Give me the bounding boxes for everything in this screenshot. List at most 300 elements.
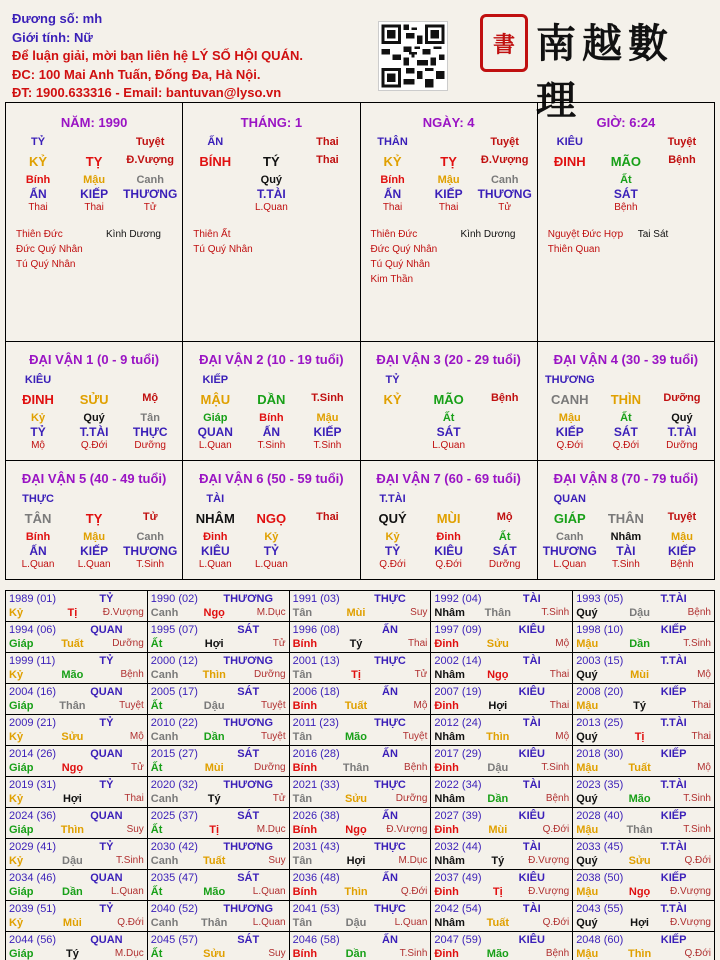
year-branch: Tị — [351, 669, 361, 681]
year-label: 1989 (01) — [9, 593, 57, 605]
year-state: T.Sinh — [683, 824, 711, 835]
pillar-cell — [537, 103, 714, 342]
year-bottom-row — [576, 699, 711, 713]
hidden-god: T.TÀI — [257, 187, 286, 201]
year-state: M.Dục — [256, 607, 286, 618]
year-top-row — [293, 840, 428, 854]
god-label: Tuyệt — [667, 136, 697, 148]
year-cell — [289, 653, 431, 684]
year-label: 2045 (57) — [150, 934, 198, 946]
year-god: SÁT — [237, 872, 260, 884]
year-cell — [147, 684, 289, 715]
year-stem: Quý — [576, 793, 598, 805]
year-god: SÁT — [237, 624, 260, 636]
dai-van-title: ĐẠI VẬN 2 (10 - 19 tuổi) — [199, 352, 344, 367]
year-state: Thai — [124, 793, 144, 804]
year-bottom-row — [151, 637, 286, 651]
year-state: Đ.Vượng — [669, 886, 711, 897]
hidden-state: Dưỡng — [134, 440, 166, 451]
pillar-branch-row — [6, 154, 182, 170]
year-cell — [289, 622, 431, 653]
year-branch: Thìn — [486, 731, 510, 743]
year-label: 2033 (45) — [576, 841, 624, 853]
dai-van-state: Mộ — [496, 511, 513, 523]
year-state: Thai — [691, 731, 711, 742]
year-label: 2042 (54) — [434, 903, 482, 915]
year-cell — [431, 746, 573, 777]
year-bottom-row — [151, 699, 286, 713]
hidden-gods-row — [538, 544, 714, 558]
year-label: 1996 (08) — [292, 624, 340, 636]
year-branch: Tuất — [628, 762, 651, 774]
dai-van-branch-row — [538, 392, 714, 408]
dai-van-branch-row — [361, 511, 537, 527]
year-stem: Đinh — [434, 762, 459, 774]
spacer — [66, 493, 122, 507]
year-label: 2044 (56) — [9, 934, 57, 946]
dai-van-god: TÀI — [206, 493, 225, 505]
dai-van-title: ĐẠI VẬN 8 (70 - 79 tuổi) — [553, 471, 699, 486]
spacer — [598, 374, 654, 388]
hidden-god: T.TÀI — [79, 425, 109, 439]
dai-van-stem: GIÁP — [553, 511, 586, 526]
year-state: Mộ — [413, 700, 428, 711]
hidden-god: THƯƠNG — [123, 544, 178, 558]
year-stem: Bính — [292, 700, 318, 712]
year-state: T.Sinh — [683, 793, 711, 804]
year-stem: Nhâm — [434, 731, 465, 743]
year-top-row — [9, 871, 144, 885]
year-top-row — [9, 809, 144, 823]
year-branch: Thân — [59, 700, 86, 712]
year-cell — [289, 901, 431, 932]
star-name: Thiên Quan — [547, 244, 601, 255]
hidden-state: L.Quan — [198, 440, 232, 451]
star-name: Thiên Đức — [16, 229, 63, 240]
stem-branch: TÝ — [263, 154, 280, 169]
year-branch: Sửu — [486, 638, 509, 650]
year-state: Q.Đới — [684, 855, 711, 866]
hidden-god: KIẾP — [80, 544, 109, 558]
year-branch: Mão — [203, 886, 226, 898]
year-bottom-row — [151, 730, 286, 744]
year-top-row — [576, 592, 711, 606]
year-state: Đ.Vượng — [528, 855, 570, 866]
hidden-stem: Canh — [136, 531, 164, 543]
dai-van-god-row — [183, 493, 359, 507]
year-god: THƯƠNG — [223, 779, 274, 791]
hidden-god: KIẾP — [667, 544, 696, 558]
chart-grid — [5, 102, 715, 580]
hidden-gods-row — [538, 187, 714, 201]
year-label: 2025 (37) — [150, 810, 198, 822]
year-state: Dưỡng — [112, 638, 144, 649]
hidden-stem — [187, 174, 243, 187]
year-label: 2013 (25) — [576, 717, 624, 729]
year-state: Mộ — [697, 762, 711, 773]
year-label: 2040 (52) — [150, 903, 198, 915]
year-bottom-row — [293, 792, 428, 806]
year-stem: Đinh — [434, 638, 459, 650]
year-state: T.Sinh — [683, 638, 711, 649]
year-state: Đ.Vượng — [386, 824, 428, 835]
dai-van-state: Tử — [142, 511, 158, 523]
spacer — [243, 374, 299, 388]
year-state: Tử — [414, 669, 428, 680]
year-cell — [573, 870, 715, 901]
hidden-stem: Ất — [620, 174, 632, 186]
pillar-branch-row — [361, 154, 537, 170]
year-top-row — [9, 592, 144, 606]
year-label: 2016 (28) — [292, 748, 340, 760]
year-branch: Thân — [201, 917, 228, 929]
spacer — [654, 493, 710, 507]
stem-branch: TỴ — [85, 154, 103, 169]
hidden-god: THƯƠNG — [477, 187, 532, 201]
year-cell — [147, 653, 289, 684]
year-branch: Tý — [633, 700, 647, 712]
hidden-gods-row — [361, 544, 537, 558]
hidden-god: KIÊU — [434, 544, 463, 558]
hidden-stems-row — [538, 412, 714, 425]
hidden-stem: Mậu — [83, 531, 106, 543]
year-state: M.Dục — [256, 824, 286, 835]
year-god: TỶ — [99, 593, 114, 605]
year-bottom-row — [293, 699, 428, 713]
year-label: 2010 (22) — [150, 717, 198, 729]
dai-van-stem: MẬU — [200, 392, 231, 407]
hidden-stem: Bính — [25, 531, 51, 543]
year-label: 2037 (49) — [434, 872, 482, 884]
year-bottom-row — [434, 823, 569, 837]
year-stem: Quý — [576, 669, 598, 681]
year-god: TỶ — [99, 717, 114, 729]
star-name: Tú Quý Nhân — [193, 244, 253, 255]
year-bottom-row — [576, 637, 711, 651]
spacer — [654, 374, 710, 388]
hidden-state — [299, 558, 355, 572]
year-stem: Canh — [150, 607, 179, 619]
dai-van-cell — [537, 461, 714, 580]
year-branch: Sửu — [203, 948, 226, 960]
star-name: Kim Thần — [370, 274, 414, 285]
hidden-stem: Kỷ — [31, 412, 46, 424]
year-label: 2047 (59) — [434, 934, 482, 946]
year-bottom-row — [576, 854, 711, 868]
year-stem: Canh — [150, 669, 179, 681]
hidden-state — [365, 439, 421, 453]
year-bottom-row — [151, 947, 286, 960]
hidden-states-row — [538, 558, 714, 572]
year-bottom-row — [434, 885, 569, 899]
year-top-row — [151, 685, 286, 699]
dai-van-god-row — [361, 374, 537, 388]
year-state: Q.Đới — [684, 948, 711, 959]
hidden-god: SÁT — [436, 425, 461, 439]
year-bottom-row — [9, 668, 144, 682]
hidden-states-row — [6, 201, 182, 215]
year-god: THƯƠNG — [223, 717, 274, 729]
year-stem: Đinh — [434, 824, 459, 836]
year-bottom-row — [576, 823, 711, 837]
dai-van-branch: TỴ — [85, 511, 103, 526]
year-state: Suy — [126, 824, 144, 835]
dai-van-state: T.Sinh — [311, 392, 344, 404]
dai-van-cell — [183, 342, 360, 461]
hidden-state: L.Quan — [198, 559, 232, 570]
year-state: L.Quan — [252, 917, 286, 928]
year-state: Q.Đới — [542, 824, 570, 835]
hidden-god — [542, 187, 598, 201]
year-bottom-row — [434, 606, 569, 620]
year-cell — [431, 684, 573, 715]
stem-branch: TỴ — [440, 154, 457, 169]
hidden-states-row — [6, 439, 182, 453]
year-stem: Tân — [292, 669, 313, 681]
year-god: QUAN — [90, 810, 123, 822]
year-top-row — [576, 902, 711, 916]
year-god: THỰC — [374, 903, 406, 915]
hidden-stem — [299, 531, 355, 544]
year-god: TÀI — [522, 841, 541, 853]
hidden-state: Bệnh — [670, 559, 694, 570]
year-bottom-row — [293, 730, 428, 744]
year-branch: Dần — [203, 731, 225, 743]
year-state: T.Sinh — [399, 948, 428, 959]
year-stem: Mậu — [576, 700, 599, 712]
year-cell — [573, 901, 715, 932]
pillar-title: NĂM: 1990 — [60, 115, 128, 130]
year-branch: Thìn — [60, 824, 84, 836]
year-bottom-row — [293, 606, 428, 620]
year-top-row — [434, 778, 569, 792]
special-stars — [538, 227, 714, 257]
hidden-state: Q.Đới — [80, 440, 108, 451]
hidden-stem: Mậu — [83, 174, 106, 186]
year-label: 2005 (17) — [150, 686, 198, 698]
hidden-god — [477, 425, 533, 439]
hidden-god — [365, 425, 421, 439]
year-cell — [573, 684, 715, 715]
hidden-state: T.Sinh — [313, 440, 342, 451]
hidden-god — [299, 187, 355, 201]
year-state: T.Sinh — [541, 762, 570, 773]
year-branch: Dần — [629, 638, 650, 650]
year-branch: Dần — [487, 793, 509, 805]
dai-van-cell — [537, 342, 714, 461]
year-label: 2036 (48) — [292, 872, 340, 884]
year-cell — [289, 870, 431, 901]
owner-label: Đương số: — [12, 11, 80, 26]
year-top-row — [434, 654, 569, 668]
hidden-states-row — [6, 558, 182, 572]
dai-van-branch-row — [183, 392, 359, 408]
hidden-state: T.Sinh — [257, 440, 286, 451]
year-label: 2031 (43) — [292, 841, 340, 853]
year-god: ẤN — [382, 748, 398, 760]
star-name: Kình Dương — [106, 229, 161, 240]
year-god: QUAN — [90, 686, 123, 698]
year-top-row — [151, 809, 286, 823]
year-branch: Mùi — [630, 669, 650, 681]
hidden-stem: Mậu — [558, 412, 581, 424]
hidden-state: Tử — [498, 202, 512, 213]
pillar-title: NGÀY: 4 — [422, 115, 475, 130]
hidden-state: L.Quan — [254, 202, 288, 213]
hidden-god: TỶ — [30, 425, 46, 439]
hidden-state: L.Quan — [254, 559, 288, 570]
hidden-stem — [365, 412, 421, 425]
hidden-state: Thai — [84, 202, 104, 213]
hidden-stem: Ất — [442, 412, 455, 424]
hidden-gods-row — [6, 425, 182, 439]
hidden-states-row — [361, 439, 537, 453]
year-god: KIẾP — [660, 810, 687, 822]
year-label: 2006 (18) — [292, 686, 340, 698]
year-god: KIẾP — [660, 872, 687, 884]
year-bottom-row — [293, 947, 428, 960]
hidden-stem — [477, 412, 533, 425]
hidden-god — [654, 187, 710, 201]
year-state: Tuyệt — [260, 731, 286, 742]
dai-van-branch: DẦN — [257, 392, 286, 407]
dai-van-title: ĐẠI VẬN 4 (30 - 39 tuổi) — [553, 352, 699, 367]
year-cell — [431, 622, 573, 653]
stem-branch: KỶ — [383, 154, 402, 169]
brand-name: 南越數理 — [536, 20, 674, 124]
year-top-row — [293, 592, 428, 606]
hidden-stem: Đinh — [203, 531, 228, 543]
year-bottom-row — [576, 761, 711, 775]
hidden-state: T.Sinh — [136, 559, 165, 570]
year-stem: Mậu — [576, 638, 599, 650]
year-stem: Kỷ — [9, 855, 24, 867]
spacer — [122, 374, 178, 388]
hidden-stem: Quý — [83, 412, 105, 424]
year-top-row — [576, 778, 711, 792]
dai-van-branch: THÌN — [610, 392, 642, 407]
year-top-row — [434, 902, 569, 916]
year-branch: Thìn — [202, 669, 226, 681]
year-god: TÀI — [522, 779, 541, 791]
pillar-title: GIỜ: 6:24 — [596, 115, 656, 130]
spacer — [299, 493, 355, 507]
year-bottom-row — [9, 606, 144, 620]
hidden-god: QUAN — [197, 425, 233, 439]
year-branch: Tị — [634, 731, 645, 743]
hidden-god: THƯƠNG — [123, 187, 178, 201]
year-branch: Tuất — [486, 917, 509, 929]
year-label: 2014 (26) — [9, 748, 57, 760]
year-label: 2024 (36) — [9, 810, 57, 822]
year-cell — [573, 715, 715, 746]
year-branch: Tý — [349, 638, 363, 650]
year-stem: Ất — [150, 886, 163, 898]
hidden-stem: Quý — [671, 412, 693, 424]
year-bottom-row — [9, 916, 144, 930]
year-cell — [573, 808, 715, 839]
year-cell — [289, 715, 431, 746]
year-cell — [289, 684, 431, 715]
year-stem: Mậu — [576, 948, 599, 960]
hidden-stem: Bính — [259, 412, 284, 424]
year-branch: Mùi — [204, 762, 224, 774]
year-branch: Mão — [344, 731, 367, 743]
dai-van-god-row — [6, 374, 182, 388]
year-cell — [573, 746, 715, 777]
year-bottom-row — [576, 606, 711, 620]
god-label — [66, 136, 122, 150]
year-god: THỰC — [374, 717, 406, 729]
year-stem: Kỷ — [9, 793, 24, 805]
hidden-state: L.Quan — [432, 440, 466, 451]
year-top-row — [151, 654, 286, 668]
year-bottom-row — [9, 947, 144, 960]
year-god: THỰC — [374, 593, 406, 605]
dai-van-branch: SỬU — [79, 392, 109, 407]
hidden-state: Thai — [28, 202, 48, 213]
year-top-row — [576, 933, 711, 947]
year-label: 1995 (07) — [150, 624, 198, 636]
year-top-row — [434, 623, 569, 637]
hidden-stems-row — [6, 412, 182, 425]
year-top-row — [151, 871, 286, 885]
hidden-stem — [542, 174, 598, 187]
hidden-stem: Mậu — [437, 174, 460, 186]
year-branch: Dần — [62, 886, 83, 898]
pillar-god-row — [538, 136, 714, 150]
year-god: KIÊU — [518, 748, 545, 760]
year-label: 2035 (47) — [150, 872, 198, 884]
special-stars — [361, 227, 537, 287]
year-bottom-row — [151, 916, 286, 930]
year-bottom-row — [434, 916, 569, 930]
hidden-stem: Kỷ — [385, 531, 400, 543]
year-branch: Tý — [491, 855, 505, 867]
year-top-row — [293, 871, 428, 885]
year-state: Tử — [130, 762, 144, 773]
year-state: Mộ — [697, 669, 711, 680]
hidden-stem: Quý — [260, 174, 283, 186]
year-stem: Giáp — [9, 824, 34, 836]
spacer — [598, 493, 654, 507]
year-branch: Dậu — [345, 917, 367, 929]
spacer — [243, 493, 299, 507]
year-top-row — [151, 902, 286, 916]
hidden-state: Dưỡng — [666, 440, 698, 451]
hidden-god: THỰC — [132, 425, 168, 439]
year-label: 2043 (55) — [576, 903, 624, 915]
year-top-row — [434, 871, 569, 885]
year-god: TÀI — [522, 717, 541, 729]
year-branch: Mùi — [62, 917, 82, 929]
year-cell — [6, 684, 148, 715]
owner-value: mh — [82, 11, 103, 26]
hidden-state: L.Quan — [21, 559, 55, 570]
year-state: Tuyệt — [260, 700, 286, 711]
year-cell — [6, 777, 148, 808]
pillar-cell — [183, 103, 360, 342]
year-branch: Ngọ — [61, 762, 84, 774]
special-stars — [183, 227, 359, 257]
year-stem: Nhâm — [434, 855, 465, 867]
year-branch: Sửu — [628, 855, 651, 867]
hidden-stems-row — [361, 531, 537, 544]
gender-label: Giới tính: — [12, 29, 71, 45]
year-cell — [573, 622, 715, 653]
hidden-states-row — [538, 439, 714, 453]
year-branch: Tý — [65, 948, 79, 960]
